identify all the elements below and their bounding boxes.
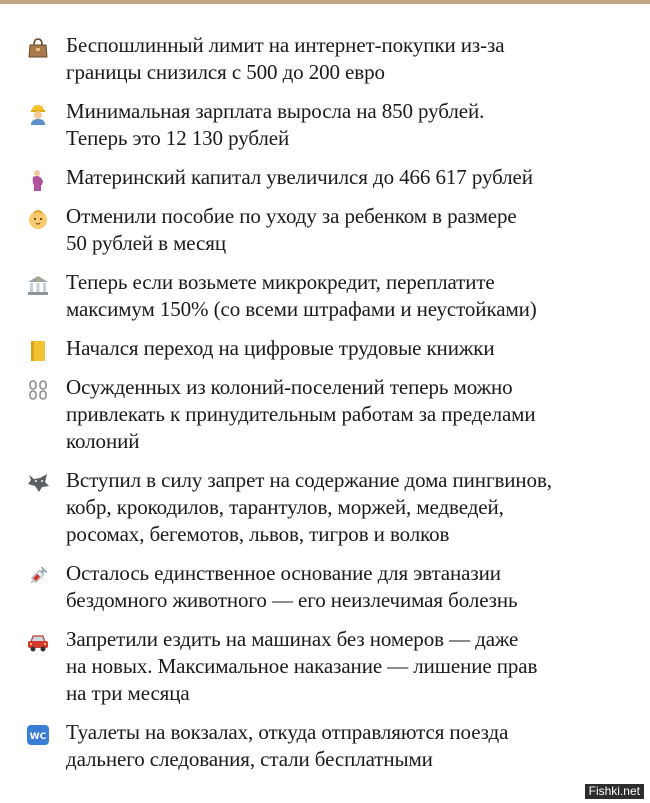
- item-text-line: Туалеты на вокзалах, откуда отправляются поезда: [66, 720, 509, 744]
- item-text-line: дальнего следования, стали бесплатными: [66, 747, 433, 771]
- item-text-line: Минимальная зарплата выросла на 850 рублей.: [66, 99, 485, 123]
- ledger-icon: [26, 339, 50, 363]
- construction-worker-icon: [26, 102, 50, 126]
- item-text-line: границы снизился с 500 до 200 евро: [66, 60, 385, 84]
- item-text-line: на новых. Максимальное наказание — лишение прав: [66, 654, 538, 678]
- item-text-line: Материнский капитал увеличился до 466 617 рублей: [66, 165, 533, 189]
- svg-text:WC: WC: [29, 732, 47, 742]
- pregnant-woman-icon: [26, 168, 50, 192]
- item-text-line: колоний: [66, 429, 140, 453]
- wolf-icon: [26, 471, 50, 495]
- item-text-line: кобр, крокодилов, тарантулов, моржей, медведей,: [66, 495, 504, 519]
- syringe-icon: [26, 564, 50, 588]
- item-text-line: Теперь это 12 130 рублей: [66, 126, 290, 150]
- car-icon: [26, 630, 50, 654]
- item-text-line: Отменили пособие по уходу за ребенком в размере: [66, 204, 517, 228]
- item-text-line: привлекать к принудительным работам за пределами: [66, 402, 536, 426]
- item-text-line: Вступил в силу запрет на содержание дома пингвинов,: [66, 468, 552, 492]
- item-text-line: 50 рублей в месяц: [66, 231, 226, 255]
- item-text-line: росомах, бегемотов, львов, тигров и волков: [66, 522, 450, 546]
- top-accent-bar: [0, 0, 650, 4]
- handbag-icon: [26, 36, 50, 60]
- wc-icon: [26, 723, 50, 747]
- item-text-line: на три месяца: [66, 681, 190, 705]
- item-text-line: Беспошлинный лимит на интернет-покупки из-за: [66, 33, 505, 57]
- watermark: Fishki.net: [585, 784, 644, 799]
- item-text-line: Начался переход на цифровые трудовые книжки: [66, 336, 495, 360]
- item-text-line: Запретили ездить на машинах без номеров — даже: [66, 627, 519, 651]
- item-text-line: максимум 150% (со всеми штрафами и неустойками): [66, 297, 537, 321]
- item-text-line: бездомного животного — его неизлечимая болезнь: [66, 588, 518, 612]
- bank-icon: [26, 273, 50, 297]
- chains-icon: [26, 378, 50, 402]
- item-text-line: Осталось единственное основание для эвтаназии: [66, 561, 501, 585]
- item-text-line: Осужденных из колоний-поселений теперь можно: [66, 375, 513, 399]
- item-text-line: Теперь если возьмете микрокредит, переплатите: [66, 270, 495, 294]
- baby-face-icon: [26, 207, 50, 231]
- svg-text:$: $: [36, 277, 40, 284]
